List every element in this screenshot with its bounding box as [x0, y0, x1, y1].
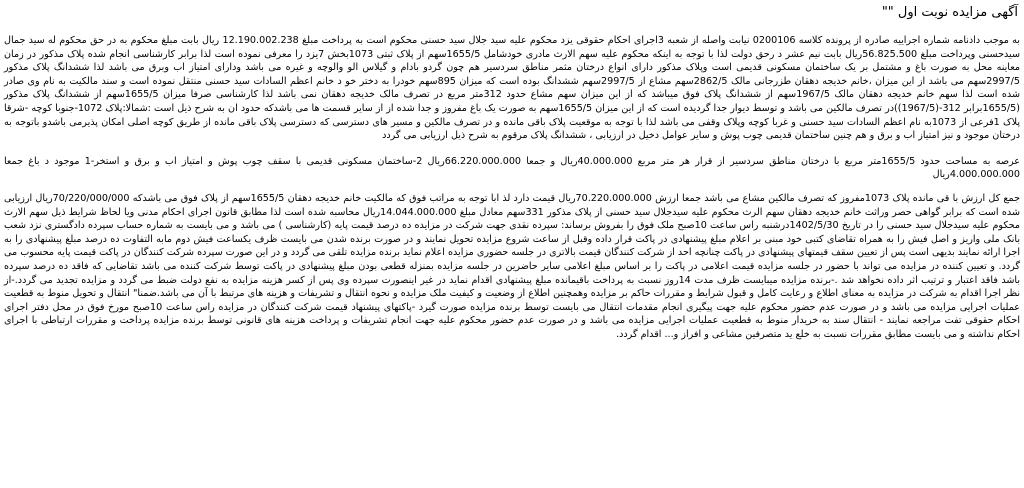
notice-title: آگهی مزایده نوبت اول "" [881, 5, 1018, 20]
paragraph-auction-terms: جمع کل ارزش با قی مانده پلاک 1073مفروز که تصرف مالکین مشاع می باشد جمعا ارزش 70.220.000.000ریال قیمت دارد لذ ابا توجه به مراتب فوق که مالکیت خانم خدیجه دهقان 1655/5سهم از پلاک فوق می باشدکه 70/220/000/000ریال ارزیابی شده است که برابر گواهی حصر وراثت خانم خدیجه دهقان سهم الرث محکوم علیه سیدجلال سید حسنی از پلاک مذکور 331سهم معادل مبلغ 14.044.000.000ریال محاسبه شده است لذا مطابق قانون اجرای احکام مدنی ویا لحاظ شرایط ذیل سهم الارث محکوم علیه سیدجلال سید حسنی را در تاریخ 1402/5/30درشنبه راس ساعت 10صبح ملک فوق را بفروش برساند: سپرده نقدی جهت شرکت در مزایده ده درصد قیمت پایه (کارشناسی ) می باشد و می بایست به شماره حساب سپرده دادگستری نزد شعب بانک ملی واریز و اصل فیش را به همراه تقاضای کتبی خود مبنی بر اعلام مبلغ پیشنهادی در پاکت قرار داده وقبل از ساعت شروع مزایده تحویل نمایند و در صورت برنده شدن می بایست ظرف یکساعت فیش دوم مابه التفاوت ده درصد مبلغ پیشنهادی را به اجرا ارائه نمایند بدیهی است پس از تعیین سقف قیمتهای پیشنهادی در پاکت چنانچه احد از شرکت کنندگان قیمت بالاتری در جلسه حضوری مزایده اعلام نماید برنده مزایده تلقی می گردد و در این صورت سپرده شرکت کنندگان در پاکت قیمت پایه محسوب می گردد. و تعیین کننده در مزایده می تواند با حضور در جلسه مزایده قیمت اعلامی در پاکت را بر اساس مبلغ اعلامی سایر حاضرین در جلسه مزایده بمنزله قطعی بودن مبلغ پیشنهادی در پاکت توسط شرکت کننده می باشد تقاضایی که فاقد ده درصد سپرده باشد فاقد اعتبار و ترتیب اثر داده نخواهد شد .-برنده مزایده میبایست ظرف مدت 14روز نسبت به پرداخت باقیمانده مبلغ پیشنهادی اقدام نماید در غیر اینصورت سپرده وی پس از کسر هزینه مزایده به نفع دولت ضبط می گردد و مزایده تجدید می گردد.-از نظر اجرا اقدام به شرکت در مزایده به معنای اطلاع و رعایت کامل و قبول شرایط و مقررات حاکم بر مزایده وهمچنین اطلاع از وضعیت و کیفیت ملک مزایده و نحوه انتقال و تشریفات و هزینه های مرتبط با آن می باشد.ضمنا" انتقال و تحویل منوط به قطعیت عملیات اجرایی مزایده می باشد و در صورت عدم حضور محکوم علیه جهت پیگیری انجام مقدمات انتقال می بایست توسط برنده مزایده صورت گیرد -پاکتهای پیشنهاد قیمت شرکت کنندگان در مزایده راس ساعت 10صبح مورخ فوق در محل دفتر اجرای احکام حقوقی تفت مراجعه نمایند - انتقال سند به خریدار منوط به قطعیت عملیات اجرایی مزایده می باشد و در صورت عدم حضور محکوم علیه جهت انجام تشریفات و پرداخت هزینه های قانونی توسط برنده مزایده پرداخت و مقررات ارتباطی با اجرای احکام نداشته و می بایست مطابق مقررات نسبت به خلع ید متصرفین مشاعی و افراز و... اقدام گردد. [4, 192, 1021, 340]
paragraph-valuation-items: عرصه به مساحت حدود 1655/5متر مربع با درختان مناطق سردسیر از قرار هر متر مربع 40.000.000ریال و جمعا 66.220.000.000ریال 2-ساختمان مسکونی قدیمی با سقف چوب پوش و امتیاز اب و برق و استخر-1 موجود د باغ جمعا 4.000.000.000ریال [4, 155, 1021, 181]
paragraph-case-details: به موجب دادنامه شماره اجراییه صادره از پرونده کلاسه 0200106 نیابت واصله از شعبه 3اجرای احکام حقوقی یزد محکوم علیه سید جلال سید حسنی محکوم است به پرداخت مبلغ 12.190.002.238 ریال بابت مبلغ محکوم به در حق محکوم له سید جمال سیدحسنی وپرداخت مبلغ 56.825.500ریال بابت نیم عشر د رحق دولت لذا با توجه به اینکه محکوم علیه سهم الارث مادری خودشامل 1655/5سهم از پلاک ثبتی 1073بخش 7یزد را معرفی نموده است لذا برابر کارشناسی انجام شده پلاک مذکور در زمان معاینه محل به صورت باغ و مشتمل بر یک ساختمان مسکونی قدیمی است وپلاک مذکور دارای انواع درختان مثمر مناطق سردسیر هم چون گردو بادام و گیلاس الو والوچه و غیره می باشد ودارای امتیاز اب وبرق می باشد لذا ششدانگ پلاک مذکور 2997/5سهم می باشد از این میزان ،خانم خدیجه دهقان طزرجانی مالک 2862/5سهم مشاع از 2997/5سهم ششدانگ بوده است که میزان 895سهم خودرا به دختر خو د خانم اعظم السادات سید حسنی منتقل نموده است و سند مالکیت به نام وی صادر شده است لذا سهم خانم خدیجه دهقان مالک 1967/5سهم از ششدانگ پلاک فوق میباشد که از این میزان سهم مشاع حدود 312متر مربع در تصرف مالک خدیجه دهقان نمی باشد لذا کارشناسی صرفا میزان 1655/5سهم از ششدانگ پلاک مذکور (1655/5برابر 312-(1967/5))در تصرف مالکین می باشد و توسط دیوار جدا گردیده است که از این میزان 1655/5سهم به صورت یک باغ مفروز و جدا شده از از سایر قسمت ها می باشدکه حدود ان به شرح ذیل است :شمالا:پلاک 1072-جنوبا کوچه -شرقا پلاک 1فرعی از 1073به نام اعظم السادات سید حسنی و غربا کوچه وپلاک وقفی می باشد لذا با توجه به موقعیت پلاک باقی مانده و در تصرف مالکین و مسیر های دسترسی که دسترسی پلاک باقی مانده از طریق کوچه اصلی امکان پذیرمی باشدو باتوجه به درختان موجود و نیز امتیاز اب و برق و هم چنین ساختمان قدیمی چوب پوش و سایر عوامل دخیل در ارزیابی ، ششدانگ پلاک مرقوم به شرح ذیل ارزیابی می گردد [4, 35, 1021, 142]
auction-notice-document [4, 4, 1020, 341]
